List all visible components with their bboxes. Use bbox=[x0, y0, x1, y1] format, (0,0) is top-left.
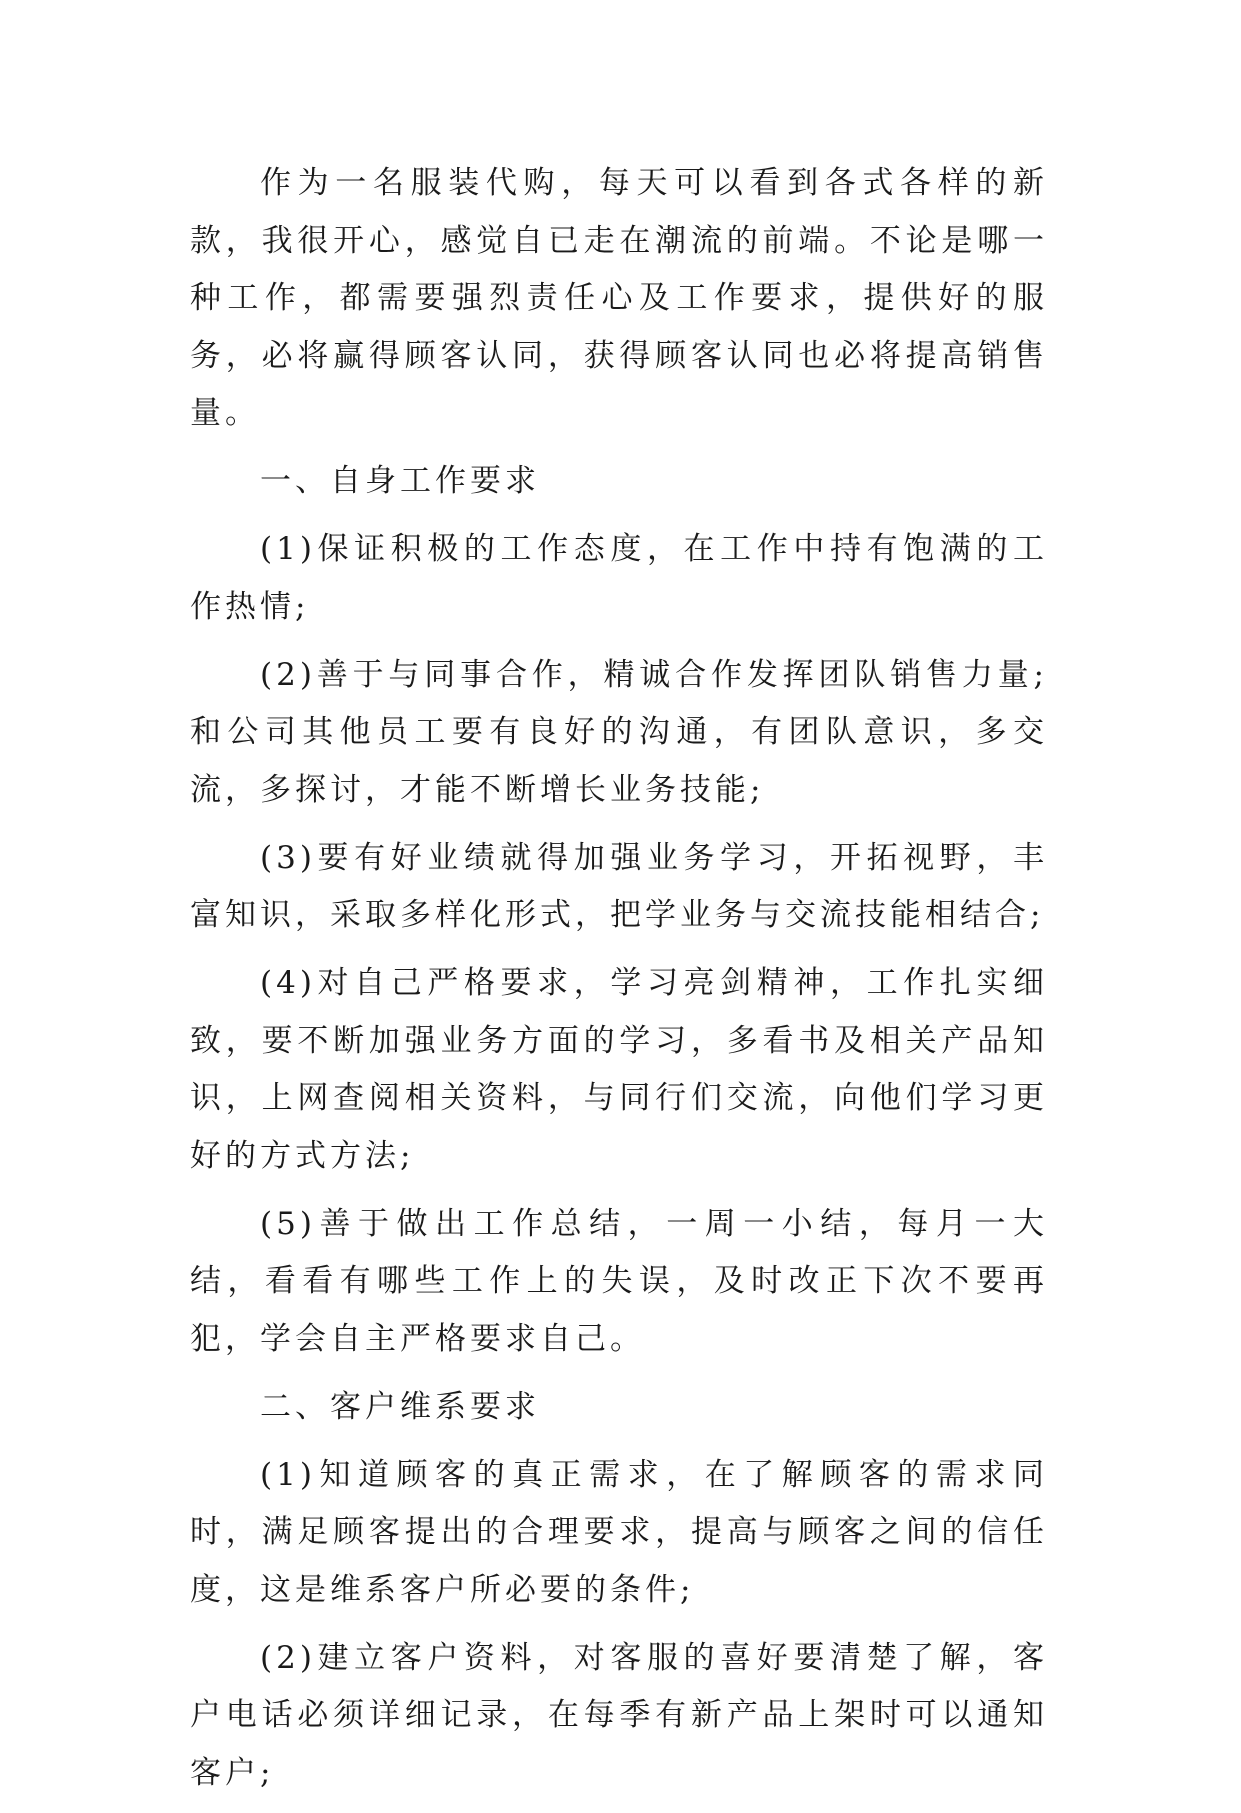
customer-requirement-item-1: (1)知道顾客的真正需求，在了解顾客的需求同时，满足顾客提出的合理要求，提高与顾客之间的信任度，这是维系客户所必要的条件; bbox=[190, 1456, 1048, 1608]
customer-requirement-item-2: (2)建立客户资料，对客服的喜好要清楚了解，客户电话必须详细记录，在每季有新产品上架时可以通知客户; bbox=[190, 1639, 1048, 1791]
document-page bbox=[190, 155, 1048, 1813]
self-requirement-item-1: (1)保证积极的工作态度，在工作中持有饱满的工作热情; bbox=[190, 531, 1048, 625]
self-requirement-item-3: (3)要有好业绩就得加强业务学习，开拓视野，丰富知识，采取多样化形式，把学业务与交流技能相结合; bbox=[190, 839, 1048, 933]
intro-paragraph: 作为一名服装代购，每天可以看到各式各样的新款，我很开心，感觉自已走在潮流的前端。不论是哪一种工作，都需要强烈责任心及工作要求，提供好的服务，必将赢得顾客认同，获得顾客认同也必将提高销售量。 bbox=[190, 165, 1048, 431]
section-heading-self-requirements: 一、自身工作要求 bbox=[260, 463, 540, 499]
self-requirement-item-2: (2)善于与同事合作，精诚合作发挥团队销售力量;和公司其他员工要有良好的沟通，有团队意识，多交流，多探讨，才能不断增长业务技能; bbox=[190, 656, 1048, 808]
self-requirement-item-4: (4)对自己严格要求，学习亮剑精神，工作扎实细致，要不断加强业务方面的学习，多看书及相关产品知识，上网查阅相关资料，与同行们交流，向他们学习更好的方式方法; bbox=[190, 965, 1048, 1174]
section-heading-customer-requirements: 二、客户维系要求 bbox=[260, 1388, 540, 1425]
self-requirement-item-5: (5)善于做出工作总结，一周一小结，每月一大结，看看有哪些工作上的失误，及时改正下次不要再犯，学会自主严格要求自己。 bbox=[190, 1205, 1048, 1357]
